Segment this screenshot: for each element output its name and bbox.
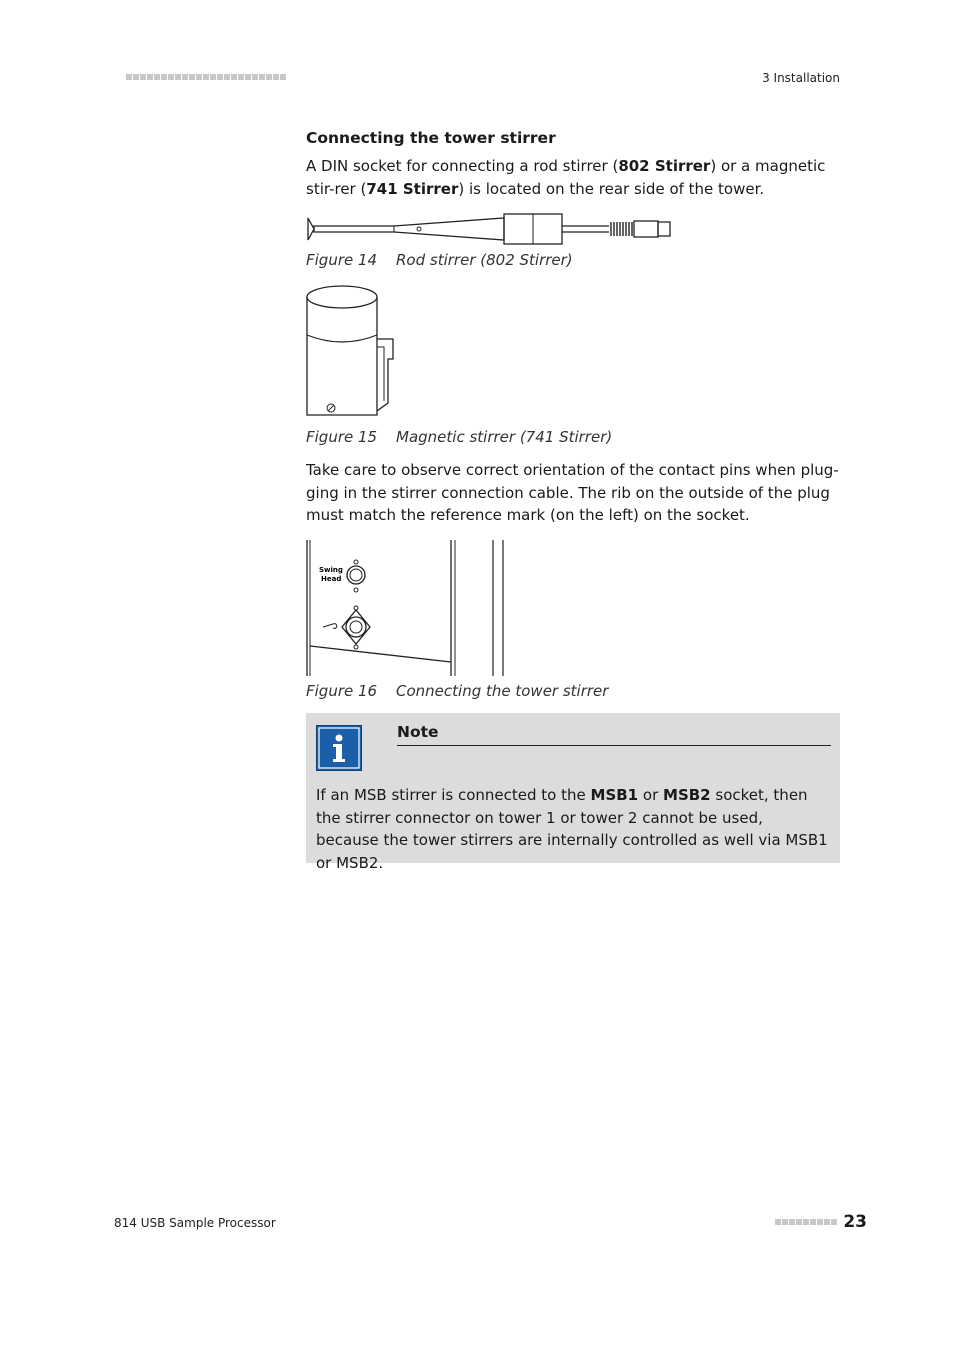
term-msb1: MSB1 (590, 786, 639, 804)
info-icon (316, 725, 362, 771)
term-802-stirrer: 802 Stirrer (618, 157, 711, 175)
page-number: 23 (843, 1212, 867, 1232)
section-title: Connecting the tower stirrer (306, 129, 556, 147)
header-decoration (126, 74, 286, 80)
footer-page (775, 1212, 867, 1232)
header-chapter: 3 Installation (762, 71, 840, 85)
figure-14-caption: Figure 14 Rod stirrer (802 Stirrer) (306, 251, 573, 269)
swing-head-label-2: Head (321, 575, 342, 583)
swing-head-label-1: Swing (319, 566, 343, 574)
intro-paragraph: A DIN socket for connecting a rod stirrer (802 Stirrer) or a magnetic stir-rer (741 Stirrer) is located on the rear side of the tower. (306, 157, 826, 198)
note-divider (397, 745, 831, 746)
note-title: Note (397, 723, 439, 741)
footer-decoration (775, 1219, 837, 1225)
figure-15-caption: Figure 15 Magnetic stirrer (741 Stirrer) (306, 428, 613, 446)
rod-stirrer-image (304, 210, 676, 248)
figure-16-caption: Figure 16 Connecting the tower stirrer (306, 682, 609, 700)
magnetic-stirrer-image (304, 283, 398, 423)
note-text: If an MSB stirrer is connected to the MSB1 or MSB2 socket, then the stirrer connector on tower 1 or tower 2 cannot be used, because the tower stirrers are internally controlled as well via MSB1 or MSB2. (316, 786, 828, 872)
term-msb2: MSB2 (663, 786, 711, 804)
term-741-stirrer: 741 Stirrer (366, 179, 459, 198)
note-box (306, 713, 840, 872)
footer-product: 814 USB Sample Processor (114, 1216, 276, 1230)
instruction-paragraph: Take care to observe correct orientation of the contact pins when plug-ging in the stirrer connection cable. The rib on the outside of the plug must match the reference mark (on the left) on the socket. (306, 461, 839, 524)
tower-connector-image (305, 538, 509, 678)
